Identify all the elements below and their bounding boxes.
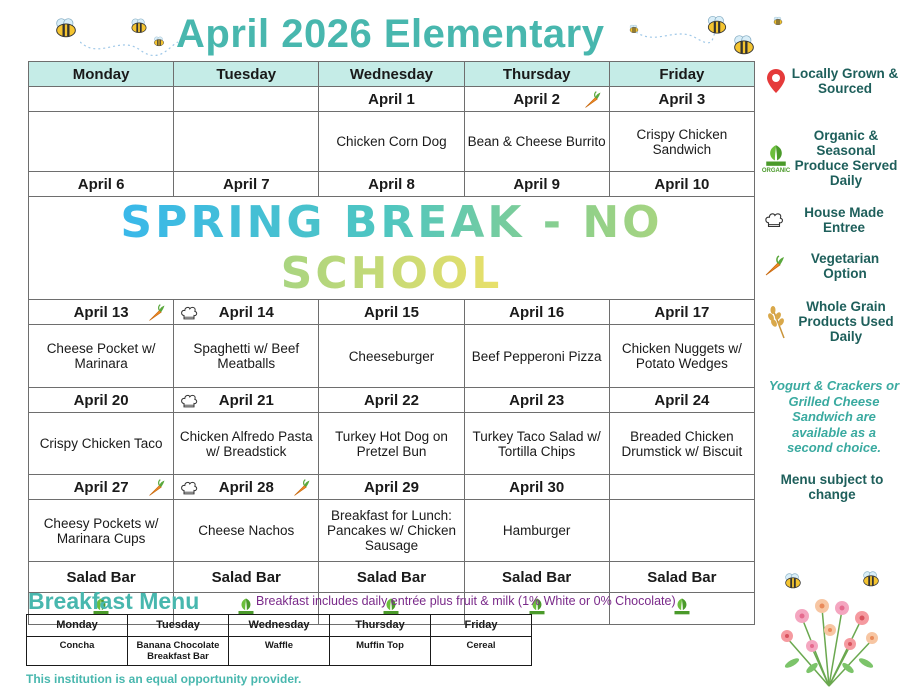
- meal-cell: Chicken Alfredo Pasta w/ Breadstick: [174, 413, 319, 475]
- meal-cell: Hamburger: [464, 500, 609, 562]
- legend-text: House Made Entree: [804, 205, 884, 235]
- organic-badge: [762, 142, 790, 174]
- weekday-header: Thursday: [464, 62, 609, 87]
- flower-bouquet-icon: [762, 568, 896, 688]
- carrot-icon: [145, 303, 169, 323]
- weekday-header: Friday: [609, 62, 754, 87]
- meal-cell: Chicken Corn Dog: [319, 112, 464, 172]
- spring-break-banner: [29, 197, 755, 300]
- page-title: April 2026 Elementary: [176, 12, 605, 56]
- lunch-calendar: [28, 61, 755, 625]
- date-cell: April 8: [319, 172, 464, 197]
- date-cell: April 27: [29, 475, 174, 500]
- meal-row: [29, 500, 755, 562]
- meal-cell: Bean & Cheese Burrito: [464, 112, 609, 172]
- carrot-icon: [762, 254, 788, 278]
- meal-cell: Spaghetti w/ Beef Meatballs: [174, 325, 319, 388]
- breakfast-day-header: Thursday: [330, 615, 431, 637]
- date-cell: [174, 87, 319, 112]
- meal-cell: Breaded Chicken Drumstick w/ Biscuit: [609, 413, 754, 475]
- salad-bar-cell: Salad Bar: [609, 562, 754, 593]
- date-cell: April 9: [464, 172, 609, 197]
- date-cell: April 1: [319, 87, 464, 112]
- breakfast-day-header: Tuesday: [128, 615, 229, 637]
- breakfast-item: Concha: [27, 637, 128, 666]
- date-cell: April 24: [609, 388, 754, 413]
- legend-house-made: [762, 205, 902, 235]
- date-cell: April 13: [29, 300, 174, 325]
- meal-cell: Turkey Hot Dog on Pretzel Bun: [319, 413, 464, 475]
- chef-hat-icon: [178, 303, 200, 323]
- salad-bar-cell: Salad Bar: [464, 562, 609, 593]
- date-cell: April 30: [464, 475, 609, 500]
- breakfast-item-row: [27, 637, 532, 666]
- equal-opportunity-statement: This institution is an equal opportunity provider.: [26, 672, 302, 686]
- date-cell: [29, 87, 174, 112]
- weekday-header: Wednesday: [319, 62, 464, 87]
- meal-row: [29, 112, 755, 172]
- date-cell: April 29: [319, 475, 464, 500]
- meal-cell: [29, 112, 174, 172]
- salad-bar-cell: Salad Bar: [319, 562, 464, 593]
- organic-label: ORGANIC: [761, 168, 791, 174]
- legend-organic: [762, 128, 902, 188]
- meal-cell: Turkey Taco Salad w/ Tortilla Chips: [464, 413, 609, 475]
- date-row: [29, 300, 755, 325]
- legend-locally-grown: [764, 66, 902, 96]
- breakfast-day-header: Wednesday: [229, 615, 330, 637]
- legend-text: Locally Grown & Sourced: [791, 66, 899, 96]
- breakfast-item: Muffin Top: [330, 637, 431, 666]
- organic-leaf-icon: [763, 142, 789, 168]
- meal-cell: Crispy Chicken Sandwich: [609, 112, 754, 172]
- date-cell: April 6: [29, 172, 174, 197]
- salad-bar-cell: Salad Bar: [29, 562, 174, 593]
- date-cell: April 20: [29, 388, 174, 413]
- meal-row: [29, 413, 755, 475]
- weekday-header: Monday: [29, 62, 174, 87]
- breakfast-item: Waffle: [229, 637, 330, 666]
- date-cell: April 15: [319, 300, 464, 325]
- date-cell: [609, 475, 754, 500]
- breakfast-title: Breakfast Menu: [28, 588, 200, 614]
- second-choice-note: Yogurt & Crackers or Grilled Cheese Sandwich are available as a second choice.: [768, 378, 900, 455]
- breakfast-item: Cereal: [431, 637, 532, 666]
- date-cell: April 10: [609, 172, 754, 197]
- date-row: [29, 172, 755, 197]
- organic-leaf-icon: [236, 596, 256, 616]
- meal-cell: Cheesy Pockets w/ Marinara Cups: [29, 500, 174, 562]
- meal-row: [29, 325, 755, 388]
- chef-hat-icon: [178, 478, 200, 498]
- meal-cell: Cheese Nachos: [174, 500, 319, 562]
- breakfast-item: Banana Chocolate Breakfast Bar: [128, 637, 229, 666]
- bee-icon: [730, 34, 758, 56]
- date-cell: April 21: [174, 388, 319, 413]
- spring-break-row: [29, 197, 755, 300]
- spring-break-text: SPRING BREAK - NO SCHOOL: [120, 197, 663, 299]
- menu-subject-note: Menu subject to change: [780, 472, 884, 502]
- date-cell: April 28: [174, 475, 319, 500]
- date-cell: April 22: [319, 388, 464, 413]
- legend-whole-grain: [766, 299, 902, 344]
- carrot-icon: [581, 90, 605, 110]
- breakfast-table: [26, 614, 532, 666]
- meal-cell: Crispy Chicken Taco: [29, 413, 174, 475]
- date-row: [29, 87, 755, 112]
- meal-cell: Cheese Pocket w/ Marinara: [29, 325, 174, 388]
- breakfast-header-row: [27, 615, 532, 637]
- bee-trail: [636, 26, 716, 50]
- date-cell: April 7: [174, 172, 319, 197]
- legend-text: Vegetarian Option: [810, 251, 880, 281]
- breakfast-day-header: Friday: [431, 615, 532, 637]
- meal-cell: Chicken Nuggets w/ Potato Wedges: [609, 325, 754, 388]
- chef-hat-icon: [178, 391, 200, 411]
- chef-hat-icon: [762, 209, 786, 231]
- breakfast-note: Breakfast includes daily entrée plus fruit & milk (1% White or 0% Chocolate): [256, 594, 676, 608]
- breakfast-day-header: Monday: [27, 615, 128, 637]
- date-row: [29, 475, 755, 500]
- weekday-header: Tuesday: [174, 62, 319, 87]
- location-pin-icon: [764, 67, 788, 95]
- salad-bar-cell: Salad Bar: [174, 562, 319, 593]
- weekday-header-row: [29, 62, 755, 87]
- date-row: [29, 388, 755, 413]
- carrot-icon: [145, 478, 169, 498]
- bee-trail: [80, 30, 180, 60]
- date-cell: April 16: [464, 300, 609, 325]
- carrot-icon: [290, 478, 314, 498]
- meal-cell: Breakfast for Lunch: Pancakes w/ Chicken Sausage: [319, 500, 464, 562]
- date-cell: April 17: [609, 300, 754, 325]
- meal-cell: Cheeseburger: [319, 325, 464, 388]
- legend-text: Whole Grain Products Used Daily: [798, 299, 894, 344]
- date-cell: April 2: [464, 87, 609, 112]
- meal-cell: Beef Pepperoni Pizza: [464, 325, 609, 388]
- date-cell: April 14: [174, 300, 319, 325]
- date-cell: April 3: [609, 87, 754, 112]
- bee-icon: [52, 16, 80, 40]
- bee-icon: [772, 16, 784, 26]
- legend-text: Organic & Seasonal Produce Served Daily: [794, 128, 898, 188]
- meal-cell: [174, 112, 319, 172]
- wheat-icon: [766, 304, 790, 340]
- date-cell: April 23: [464, 388, 609, 413]
- legend-vegetarian: [762, 251, 902, 281]
- meal-cell: [609, 500, 754, 562]
